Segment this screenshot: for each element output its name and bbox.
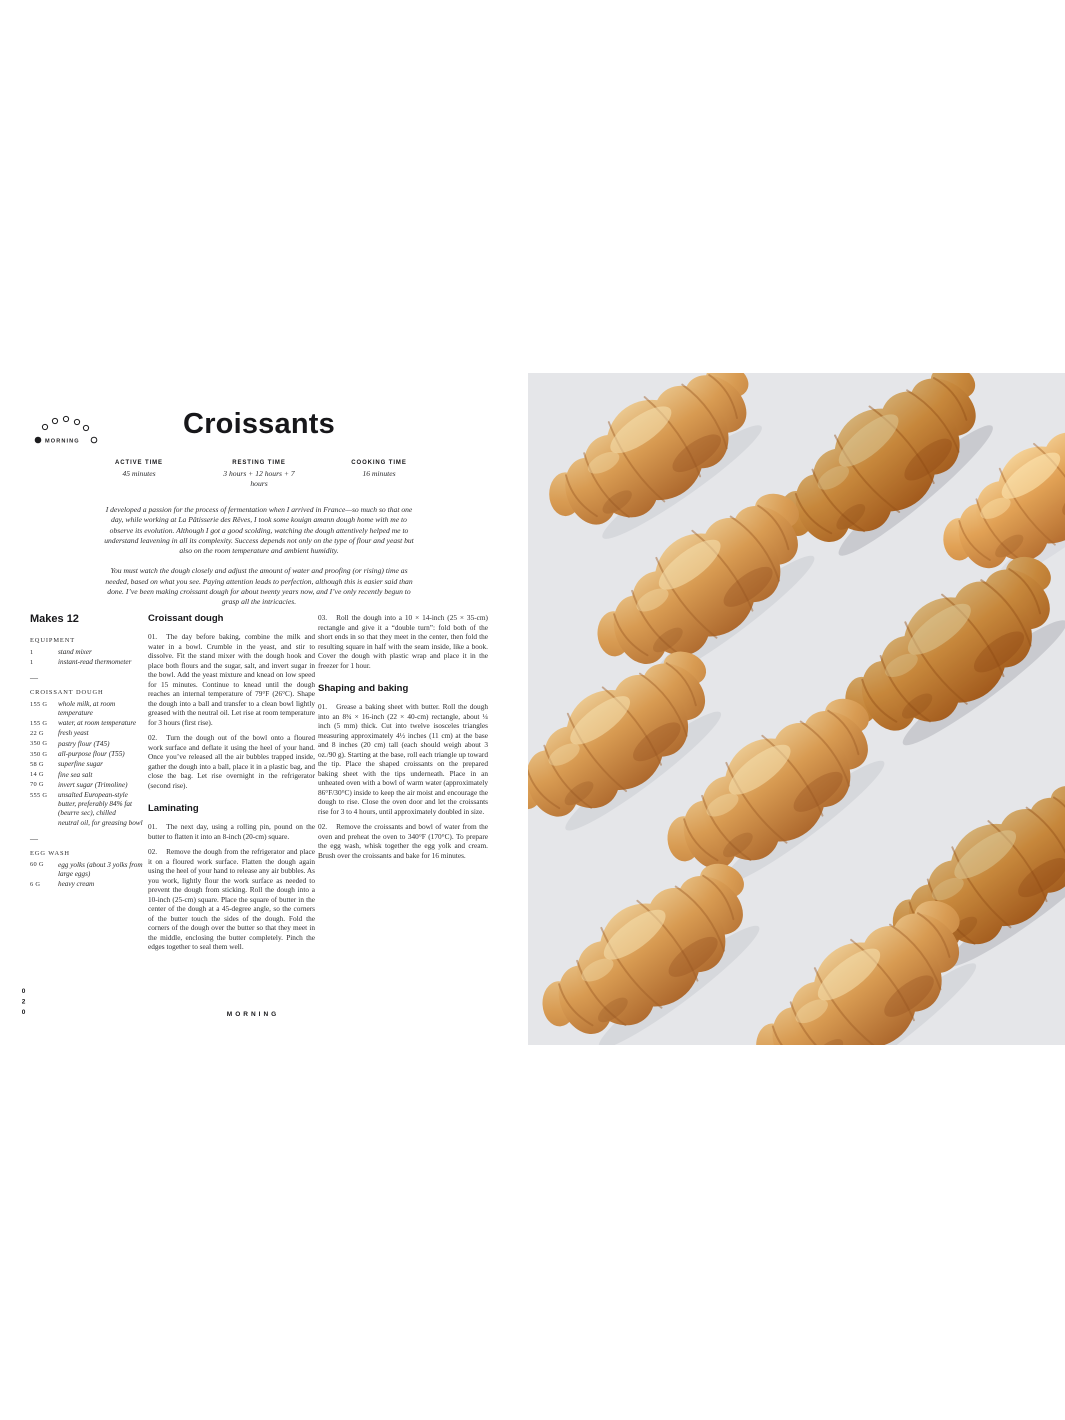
ingredient-name: whole milk, at room temperature — [58, 700, 116, 717]
step-text: Turn the dough out of the bowl onto a floured work surface and deflate it using the heel of your hand. Once you’ve released all the air bubbles trapped inside, gather the dough into a ball, place it in a plastic bag, and close the bag. Let rise overnight in the refrigerator (second rise). — [148, 733, 315, 790]
step — [318, 702, 488, 816]
ingredient-row — [30, 819, 143, 828]
equipment-qty: 1 — [30, 658, 34, 666]
ingredient-row — [30, 781, 143, 790]
method-column-2 — [318, 613, 488, 866]
ingredient-qty: 350 G — [30, 740, 48, 748]
recipe-page — [30, 408, 488, 1068]
step-number: 01. — [148, 632, 158, 641]
cooking-time — [336, 460, 422, 488]
ingredient-qty: 555 G — [30, 791, 48, 799]
ingredient-row — [30, 740, 143, 749]
step-number: 03. — [318, 613, 328, 622]
equipment-row — [30, 648, 143, 657]
step-text: The day before baking, combine the milk and water in a bowl. Crumble in the yeast, and stir to dissolve. Fit the stand mixer with the dough hook and place both flours and the sugar, salt, and invert sugar in the bowl. Add the yeast mixture and knead on low speed for 15 minutes. Continue to knead until the dough reaches an internal temperature of 79°F (26°C). Shape the dough into a ball and transfer to a clean bowl lightly greased with the neutral oil. Let rise at room temperature for 3 hours (first rise). — [148, 632, 315, 727]
resting-time — [216, 460, 302, 488]
step — [318, 613, 488, 670]
step-text: Grease a baking sheet with butter. Roll the dough into an 8¾ × 16-inch (22 × 40-cm) rectangle, about ¼ inch (5 mm) thick. Cut into twelve isosceles triangles measuring approximately 4½ inches (11 cm) at the base and 8 inches (20 cm) tall (each should weigh about 3 oz./90 g). Starting at the base, roll each triangle up toward the tip. Place the shaped croissants on the prepared baking sheet with the tips underneath. Place in an unheated oven with a bowl of warm water (approximately 86°F/30°C) inside to keep the air moist and encourage the dough to rise. Close the oven door and let the croissants rise for 3 to 4 hours, until approximately doubled in size. — [318, 702, 488, 816]
step — [148, 847, 315, 952]
croissants-photo — [528, 373, 1065, 1045]
step — [148, 632, 315, 727]
croissants-photo-illustration — [528, 373, 1065, 1045]
ingredient-qty: 70 G — [30, 781, 44, 789]
section-title-laminating: Laminating — [148, 803, 199, 814]
ingredient-name: unsalted European-style butter, preferably 84% fat (beurre sec), chilled — [58, 791, 132, 817]
ingredient-qty — [30, 819, 56, 828]
ingredient-name: fresh yeast — [58, 729, 89, 738]
ingredient-name: heavy cream — [58, 880, 95, 889]
step-number: 02. — [148, 847, 158, 856]
step-text: Remove the dough from the refrigerator and place it on a floured work surface. Flatten the dough again using the heel of your hand to release any air bubbles. As you work, lightly flour the work surface as needed to prevent the dough from sticking. Roll the dough into a 10-inch (25-cm) square. Place the square of butter in the center of the dough at a 45-degree angle, so the corners of the butter touch the sides of the dough. Fold the corners of the dough over the butter so that they meet in the middle, enclosing the butter completely. Pinch the edges together to seal them well. — [148, 847, 315, 951]
group-divider: — — [30, 673, 38, 683]
page-number: 020 — [20, 988, 27, 1020]
yield-label: Makes 12 — [30, 613, 79, 625]
equipment-header: EQUIPMENT — [30, 637, 76, 644]
step-number: 02. — [148, 733, 158, 742]
step-text: Remove the croissants and bowl of water from the oven and preheat the oven to 340°F (170°C). To prepare the egg wash, whisk together the egg yolk and cream. Brush over the croissants and bake for 16 minutes. — [318, 822, 488, 860]
step-number: 02. — [318, 822, 328, 831]
active-time — [96, 460, 182, 488]
section-title-croissant-dough: Croissant dough — [148, 613, 224, 624]
recipe-introduction — [102, 505, 416, 618]
ingredients-column — [30, 613, 143, 890]
ingredient-name: water, at room temperature — [58, 719, 137, 728]
equipment-qty: 1 — [30, 648, 34, 656]
ingredient-row — [30, 760, 143, 769]
ingredient-qty: 6 G — [30, 880, 41, 888]
ingredient-row — [30, 700, 143, 718]
time-summary — [30, 460, 488, 488]
ingredient-name: invert sugar (Trimoline) — [58, 780, 128, 789]
equipment-row — [30, 658, 143, 667]
ingredient-name: fine sea salt — [58, 770, 93, 779]
ingredient-qty: 60 G — [30, 861, 44, 869]
ingredient-row — [30, 791, 143, 817]
intro-paragraph-1: I developed a passion for the process of fermentation when I arrived in France—so much so that one day, while working at La Pâtisserie des Rêves, I took some kouign amann dough home with me to observe its evolution. Although I got a good scolding, watching the dough attentively helped me to understand leavening in all its complexity. Success depends not only on the type of flour and yeast but also on the room temperature and ambient humidity. — [104, 505, 414, 556]
step-number: 01. — [148, 822, 158, 831]
intro-paragraph-2: You must watch the dough closely and adjust the amount of water and proofing (or rising) time as needed, based on what you see. Paying attention leads to perfection, although this is easier said than done. I’ve been making croissant dough for about twenty years now, and I’ve only recently begun to grasp all the intricacies. — [105, 566, 413, 607]
ingredient-name: egg yolks (about 3 yolks from large eggs) — [58, 860, 143, 878]
resting-time-value: 3 hours + 12 hours + 7 hours — [223, 469, 295, 488]
ingredient-name: pastry flour (T45) — [58, 739, 110, 748]
ingredient-row — [30, 861, 143, 879]
ingredient-row — [30, 719, 143, 728]
ingredient-qty: 22 G — [30, 729, 44, 737]
ingredient-qty: 155 G — [30, 719, 48, 727]
equipment-name: instant-read thermometer — [58, 658, 132, 667]
step — [148, 822, 315, 841]
ingredient-name: superfine sugar — [58, 760, 103, 769]
footer-chapter-label: MORNING — [226, 1011, 280, 1018]
step-text: Roll the dough into a 10 × 14-inch (25 × 35-cm) rectangle and give it a “double turn”: fold both of the short ends in so that they meet in the center, then fold the resulting square in half with the seam inside, like a book. Cover the dough with plastic wrap and place it in the freezer for 1 hour. — [318, 613, 488, 670]
ingredient-qty: 350 G — [30, 750, 48, 758]
ingredient-name: neutral oil, for greasing bowl — [58, 819, 143, 828]
ingredient-qty: 14 G — [30, 771, 44, 779]
ingredient-row — [30, 729, 143, 738]
step — [148, 733, 315, 790]
cooking-time-label: COOKING TIME — [351, 460, 407, 466]
method-column-1 — [148, 613, 315, 958]
ingredient-name: all-purpose flour (T55) — [58, 750, 125, 759]
step-text: The next day, using a rolling pin, pound on the butter to flatten it into an 8-inch (20-cm) square. — [148, 822, 315, 841]
equipment-name: stand mixer — [58, 648, 92, 656]
ingredient-row — [30, 750, 143, 759]
dough-ingredients-header: CROISSANT DOUGH — [30, 689, 104, 697]
group-divider: — — [30, 833, 38, 843]
chapter-label: MORNING — [45, 438, 80, 445]
step — [318, 822, 488, 860]
ingredient-row — [30, 880, 143, 889]
resting-time-label: RESTING TIME — [232, 460, 286, 466]
egg-wash-header: EGG WASH — [30, 849, 70, 857]
ingredient-qty: 155 G — [30, 700, 48, 708]
active-time-label: ACTIVE TIME — [115, 460, 163, 466]
active-time-value: 45 minutes — [122, 469, 156, 478]
ingredient-row — [30, 771, 143, 780]
ingredient-qty: 58 G — [30, 760, 44, 768]
cooking-time-value: 16 minutes — [362, 469, 396, 478]
page-title: Croissants — [183, 408, 335, 440]
step-number: 01. — [318, 702, 328, 711]
section-title-shaping-baking: Shaping and baking — [318, 683, 409, 694]
